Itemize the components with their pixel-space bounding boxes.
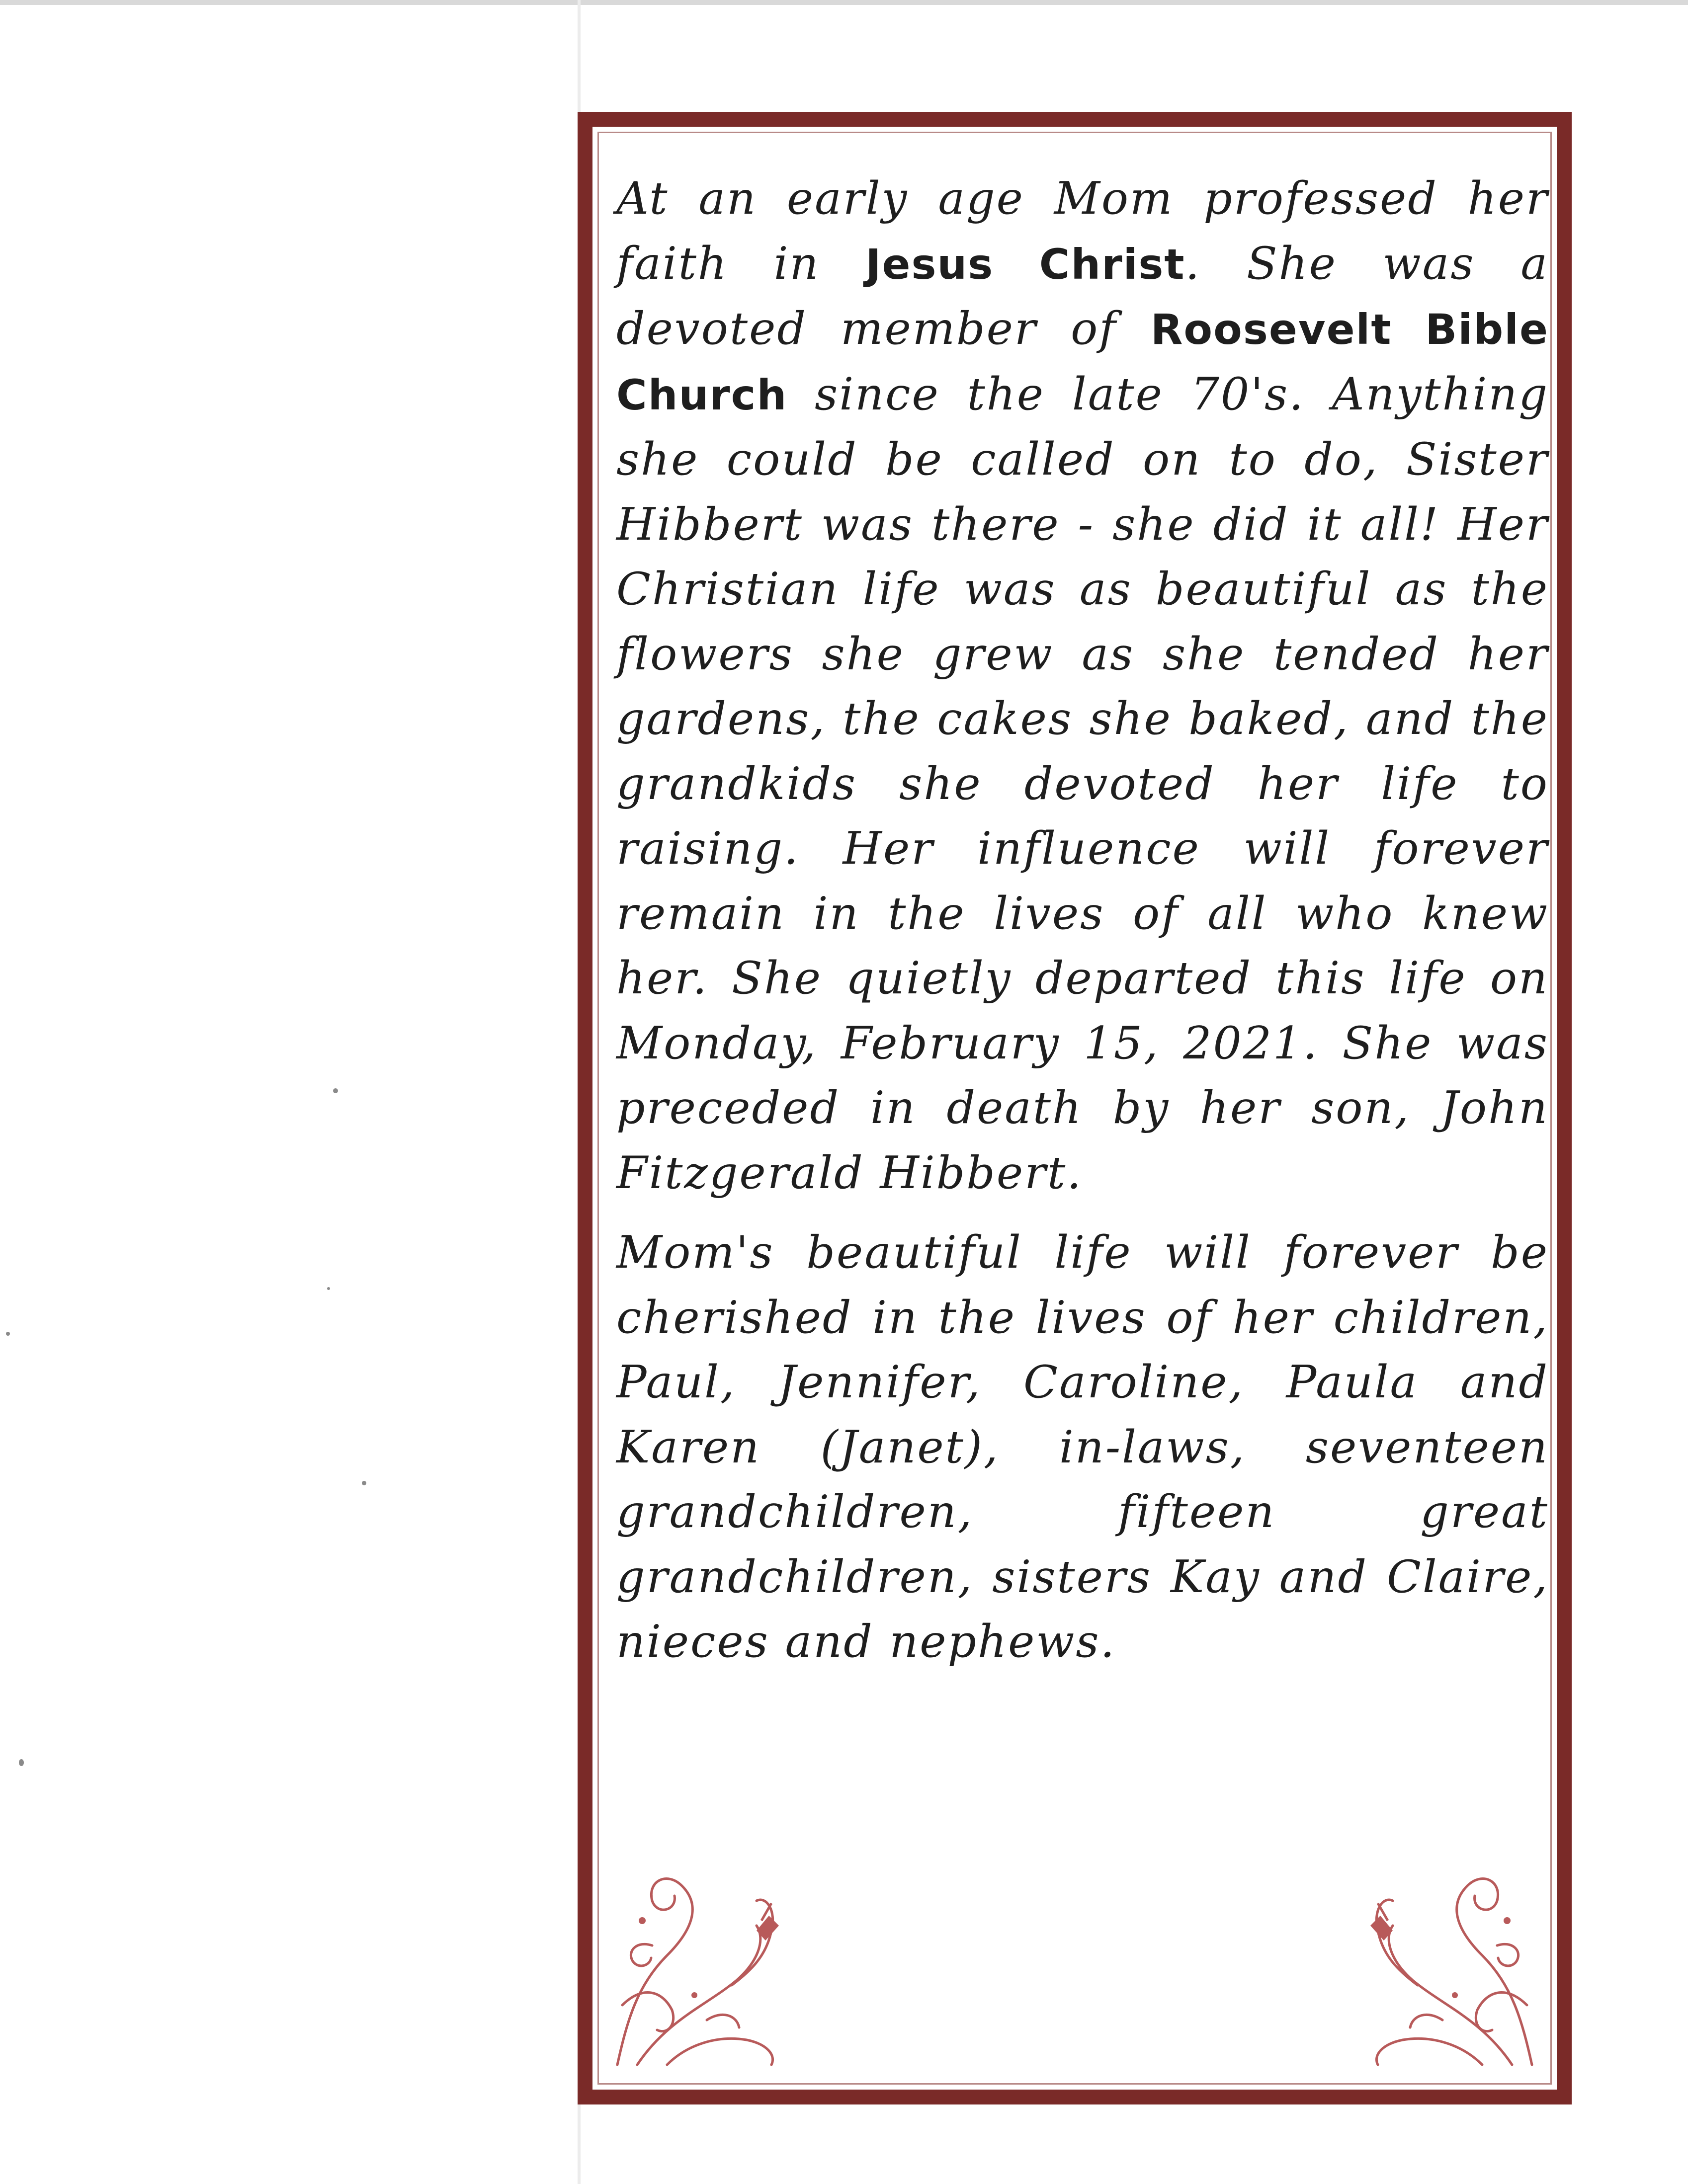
obituary-paragraph-2: Mom's beautiful life will forever be cherished in the lives of her children, Paul, Jennifer, Caroline, Paula and Karen (Janet), in-laws, seventeen grandchildren, fifteen great grandchildren, sisters Kay and Claire, nieces and nephews. <box>616 1226 1549 1668</box>
paragraph-1-text-c: since the late 70's. Anything she could be called on to do, Sister Hibbert was there - she did it all! Her Christian life was as beautiful as the flowers she grew as she tended her gardens, the cakes she baked, and the grandkids she devoted her life to raising. Her influence will forever remain in the lives of all who knew her. She quietly departed this life on Monday, February 15, 2021. She was preceded in death by her son, John Fitzgerald Hibbert. <box>616 368 1549 1199</box>
scan-speck <box>6 1332 10 1336</box>
scan-speck <box>327 1287 330 1290</box>
scan-top-edge <box>0 0 1688 5</box>
obituary-panel <box>578 112 1572 2104</box>
scan-speck <box>19 1759 24 1766</box>
scan-speck <box>362 1481 366 1485</box>
obituary-paragraph-1 <box>616 166 1549 1206</box>
obituary-text <box>616 166 1549 1690</box>
floral-flourish-icon <box>607 1856 786 2070</box>
floral-flourish-icon <box>1363 1856 1542 2070</box>
church-name-bold: Roosevelt Bible Church <box>616 305 1549 419</box>
jesus-christ-bold: Jesus Christ <box>865 240 1185 289</box>
scan-speck <box>333 1088 338 1093</box>
paragraph-1-text-a: At an early age Mom professed her faith in <box>616 172 1549 290</box>
paragraph-1-text-b: . She was a devoted member of <box>616 237 1549 355</box>
